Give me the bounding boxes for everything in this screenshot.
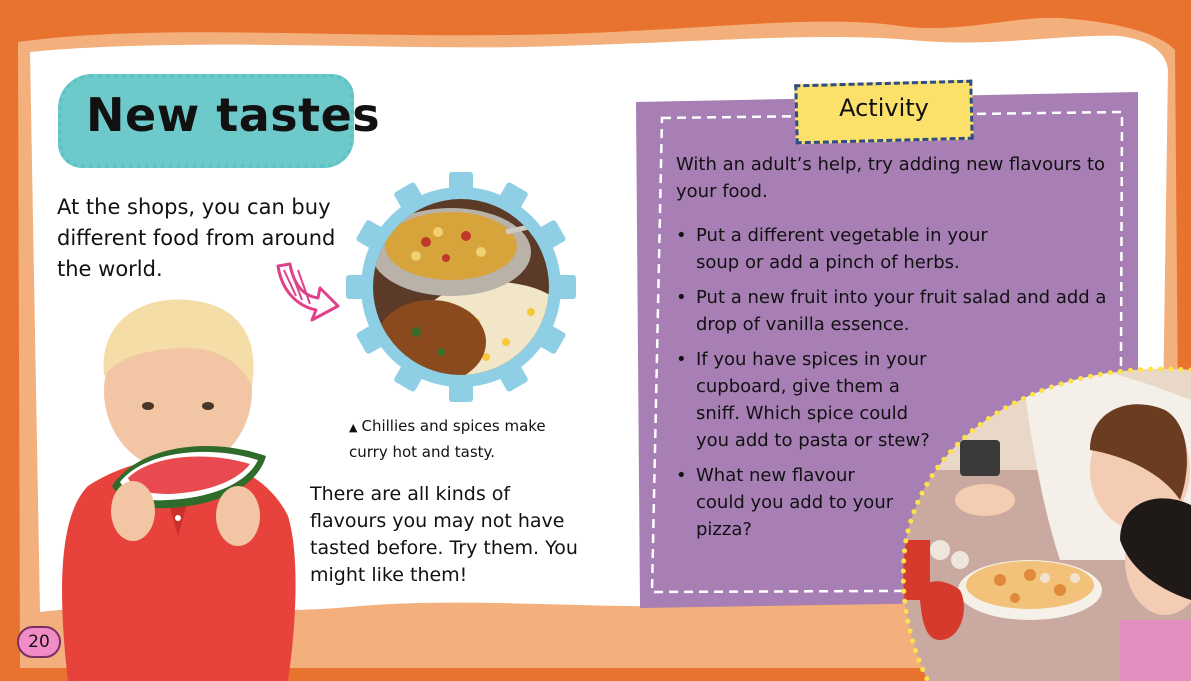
list-item-text: Put a new fruit into your fruit salad and add a drop of vanilla essence. <box>696 287 1107 335</box>
activity-label: Activity <box>839 94 929 122</box>
bullet-icon: • <box>676 349 687 370</box>
list-item-text: Put a different vegetable in your soup or add a pinch of herbs. <box>696 225 988 273</box>
list-item <box>676 284 1116 338</box>
flavours-text: There are all kinds of flavours you may not have tasted before. Try them. You might like them! <box>310 483 578 586</box>
bullet-icon: • <box>676 287 687 308</box>
bullet-icon: • <box>676 225 687 246</box>
bullet-icon: • <box>676 465 687 486</box>
intro-text: At the shops, you can buy different food from around the world. <box>57 195 336 281</box>
caption-text: Chillies and spices make curry hot and tasty. <box>349 417 546 461</box>
activity-list <box>676 222 1116 551</box>
list-item <box>676 462 906 543</box>
activity-intro: With an adult’s help, try adding new flavours to your food. <box>676 154 1106 202</box>
page-title: New tastes <box>86 88 381 142</box>
list-item <box>676 222 1026 276</box>
list-item-text: What new flavour could you add to your pizza? <box>696 465 894 540</box>
caption-marker: ▲ <box>349 421 358 434</box>
list-item-text: If you have spices in your cupboard, give them a sniff. Which spice could you add to pasta or stew? <box>696 349 930 451</box>
page-number: 20 <box>17 626 61 658</box>
list-item <box>676 346 946 454</box>
